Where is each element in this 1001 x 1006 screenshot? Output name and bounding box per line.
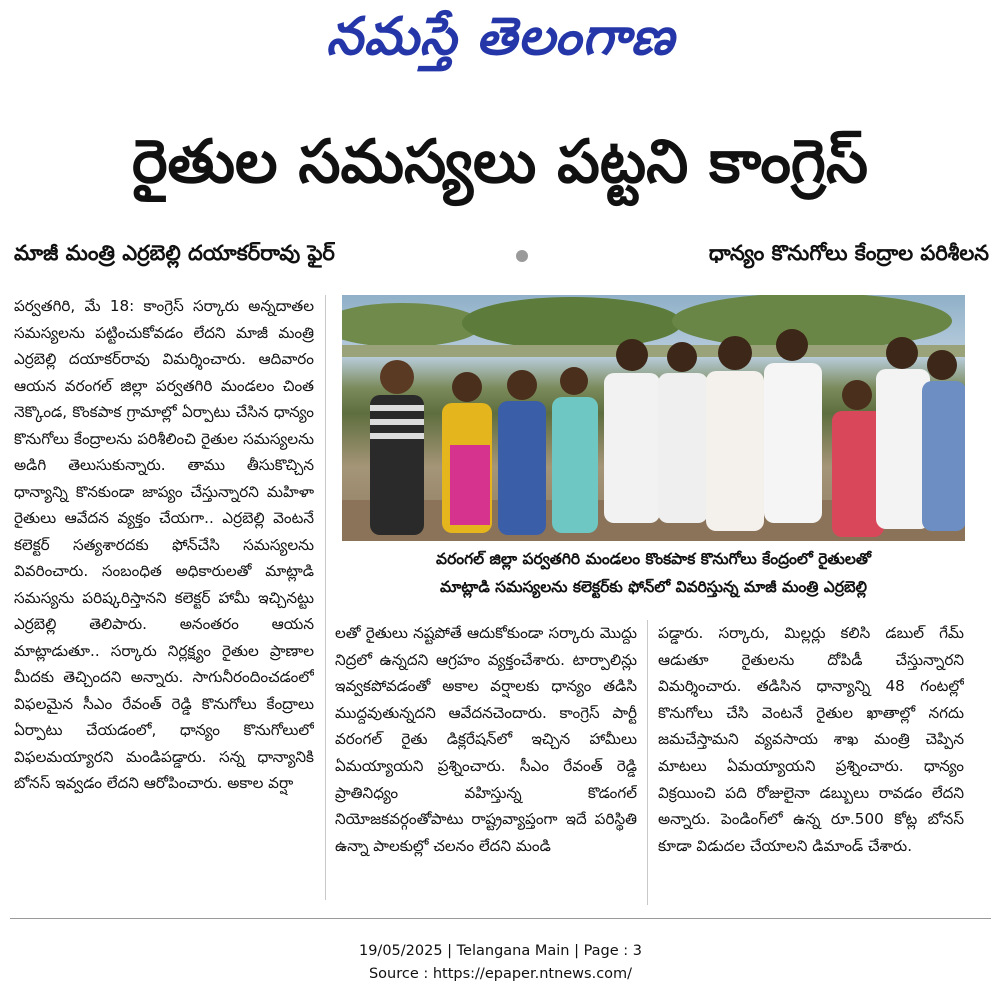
page-footer bbox=[0, 940, 1001, 986]
footer-edition-info: 19/05/2025 | Telangana Main | Page : 3 bbox=[358, 943, 643, 959]
article-column-middle bbox=[335, 620, 637, 905]
article-text-middle: లతో రైతులు నష్టపోతే ఆదుకోకుండా సర్కారు మొద్దు నిద్రలో ఉన్నదని ఆగ్రహం వ్యక్తంచేశారు. టార్పాలిన్లు ఇవ్వకపోవడంతో అకాల వర్షాలకు ధాన్యం తడిసి ముద్దవుతున్నదని ఆవేదనచెందారు. కాంగ్రెస్ పార్టీ వరంగల్ రైతు డిక్లరేషన్‌లో ఇచ్చిన హామీలు ఏమయ్యాయని ప్రశ్నించారు. సీఎం రేవంత్ రెడ్డి ప్రాతినిధ్యం వహిస్తున్న కొడంగల్ నియోజకవర్గంతోపాటు రాష్ట్రవ్యాప్తంగా ఇదే పరిస్థితి ఉన్నా పాలకుల్లో చలనం లేదని మండి bbox=[335, 624, 637, 855]
photo-caption-line-2: మాట్లాడి సమస్యలను కలెక్టర్‌కు ఫోన్‌లో వివరిస్తున్న మాజీ మంత్రి ఎర్రబెల్లి bbox=[440, 578, 867, 596]
footer-source: Source : https://epaper.ntnews.com/ bbox=[368, 966, 633, 982]
column-divider bbox=[647, 620, 648, 905]
article-text-right: పడ్డారు. సర్కారు, మిల్లర్లు కలిసి డబుల్ గేమ్ ఆడుతూ రైతులను దోపిడీ చేస్తున్నారని విమర్శించారు. తడిసిన ధాన్యాన్ని 48 గంటల్లో కొనుగోలు చేసి వెంటనే రైతుల ఖాతాల్లో నగదు జమచేస్తామని వ్యవసాయ శాఖ మంత్రి చెప్పిన మాటలు ఏమయ్యాయని ప్రశ్నించారు. ధాన్యం విక్రయించి పది రోజులైనా డబ్బులు రావడం లేదని అన్నారు. పెండింగ్‌లో ఉన్న రూ.500 కోట్ల బోనస్ కూడా విడుదల చేయాలని డిమాండ్ చేశారు. bbox=[658, 624, 964, 855]
subhead-left: మాజీ మంత్రి ఎర్రబెల్లి దయాకర్‌రావు ఫైర్ bbox=[14, 241, 335, 265]
subhead-right: ధాన్యం కొనుగోలు కేంద్రాల పరిశీలన bbox=[708, 241, 989, 265]
article-column-right bbox=[658, 620, 964, 905]
news-photo bbox=[342, 295, 965, 541]
article-column-left bbox=[14, 293, 314, 898]
article-headline: రైతుల సమస్యలు పట్టని కాంగ్రెస్ bbox=[131, 127, 869, 197]
column-divider bbox=[325, 295, 326, 900]
bottom-rule bbox=[10, 918, 991, 919]
article-subheadline bbox=[14, 236, 989, 276]
news-photo-illustration bbox=[342, 295, 965, 541]
article-text-left: పర్వతగిరి, మే 18: కాంగ్రెస్ సర్కారు అన్నదాతల సమస్యలను పట్టించుకోవడం లేదని మాజీ మంత్రి ఎర్రబెల్లి దయాకర్‌రావు విమర్శించారు. ఆదివారం ఆయన వరంగల్ జిల్లా పర్వతగిరి మండలం చింత నెక్కొండ, కొంకపాక గ్రామాల్లో ఏర్పాటు చేసిన ధాన్యం కొనుగోలు కేంద్రాలను పరిశీలించి రైతుల సమస్యలను అడిగి తెలుసుకున్నారు. తాము తీసుకొచ్చిన ధాన్యాన్ని కొనకుండా జాప్యం చేస్తున్నారని మహిళా రైతులు ఆవేదన వ్యక్తం చేయగా.. ఎర్రబెల్లి వెంటనే కలెక్టర్ సత్యశారదకు ఫోన్‌చేసి సమస్యలను వివరించారు. సంబంధిత అధికారులతో మాట్లాడి సమస్యను పరిష్కరిస్తానని కలెక్టర్ హామీ ఇచ్చినట్టు ఎర్రబెల్లి తెలిపారు. అనంతరం ఆయన మాట్లాడుతూ.. సర్కారు నిర్లక్ష్యం రైతుల ప్రాణాల మీదకు తెచ్చిందని అన్నారు. సాగునీరందించడంలో విఫలమైన సీఎం రేవంత్ రెడ్డి కొనుగోలు కేంద్రాలు ఏర్పాటు చేయడంలో, ధాన్యం కొనుగోలులో విఫలమయ్యారని మండిపడ్డారు. సన్న ధాన్యానికి బోనస్ ఇవ్వడం లేదని ఆరోపించారు. అకాల వర్షా bbox=[14, 297, 314, 792]
newspaper-masthead: నమస్తే తెలంగాణ bbox=[326, 6, 675, 67]
photo-caption-line-1: వరంగల్ జిల్లా పర్వతగిరి మండలం కొంకపాక కొనుగోలు కేంద్రంలో రైతులతో bbox=[436, 550, 871, 568]
photo-caption bbox=[342, 545, 965, 601]
subhead-separator-dot bbox=[516, 250, 528, 262]
